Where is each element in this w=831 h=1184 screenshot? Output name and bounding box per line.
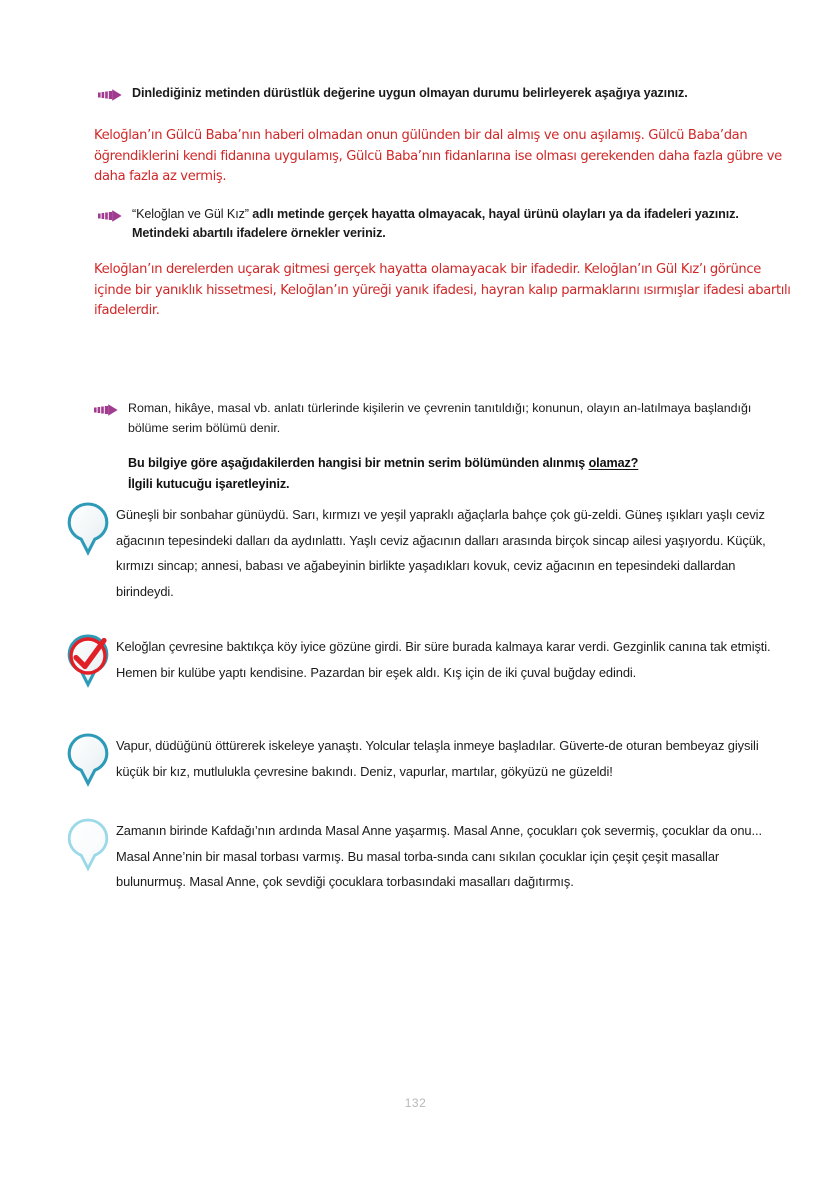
- pin-icon[interactable]: [66, 502, 110, 556]
- option-2-text: Keloğlan çevresine baktıkça köy iyice gözüne girdi. Bir süre burada kalmaya karar verdi. Gezginlik canına tak etmişti. Hemen bir kulübe yaptı kendisine. Pazardan bir eşek aldı. Kış için de iki çuval buğday edindi.: [116, 639, 771, 680]
- question-1-text: Dinlediğiniz metinden dürüstlük değerine uygun olmayan durumu belirleyerek aşağıya yazınız.: [132, 86, 688, 100]
- arrow-bullet-icon: [94, 403, 120, 417]
- option-3-text: Vapur, düdüğünü öttürerek iskeleye yanaştı. Yolcular telaşla inmeye başladılar. Güverte-de oturan bembeyaz giysili küçük bir kız, mutlulukla çevresine bakındı. Deniz, vapurlar, martılar, gökyüzü ne güzeldi!: [116, 738, 759, 779]
- pin-icon[interactable]: [66, 733, 110, 787]
- option-1-text: Güneşli bir sonbahar günüydü. Sarı, kırmızı ve yeşil yapraklı ağaçlarla bahçe çok gü-zeldi. Güneş ışıkları yaşlı ceviz ağacının tepesindeki dalları da aydınlattı. Yaşlı ceviz ağacının dalları arasında birçok sincap ailesi yaşıyordu. Küçük, kırmızı sincap; annesi, babası ve ağabeyinin birlikte yaşadıkları kovuk, ceviz ağacının en tepesindeki dallardan birindeydi.: [116, 507, 766, 599]
- info-prompt-underlined: olamaz?: [588, 456, 639, 470]
- info-prompt: [128, 453, 768, 494]
- question-row-2: [98, 205, 763, 243]
- question-2-text-wrapper: [132, 205, 763, 243]
- option-2[interactable]: [66, 634, 776, 688]
- info-definition-text: Roman, hikâye, masal vb. anlatı türlerinde kişilerin ve çevrenin tanıtıldığı; konunun, olayın an-latılmaya başlandığı bölüme serim bölümü denir.: [128, 401, 752, 435]
- pin-icon-checked[interactable]: [66, 634, 110, 688]
- pin-icon[interactable]: [66, 818, 110, 872]
- info-definition-row: [94, 399, 759, 438]
- question-2-title-quote: “Keloğlan ve Gül Kız”: [132, 207, 253, 221]
- question-2-text: adlı metinde gerçek hayatta olmayacak, hayal ürünü olayları ya da ifadeleri yazınız. Metindeki abartılı ifadelere örnekler veriniz.: [132, 207, 739, 240]
- answer-1-text: Keloğlan’ın Gülcü Baba’nın haberi olmadan onun gülünden bir dal almış ve onu aşılamış. Gülcü Baba’dan öğrendiklerini kendi fidanına uygulamış, Gülcü Baba’nın fidanlarına ise olması gerekenden daha fazla gübre ve daha fazla az vermiş.: [94, 128, 782, 184]
- option-4[interactable]: [66, 818, 776, 895]
- question-row-1: [98, 84, 763, 103]
- option-4-text: Zamanın birinde Kafdağı’nın ardında Masal Anne yaşarmış. Masal Anne, çocukları çok severmiş, çocuklar da onu... Masal Anne’nin bir masal torbası varmış. Bu masal torba-sında canı sıkılan çocuklar için çeşit çeşit masallar bulunurmuş. Masal Anne, çok sevdiği çocuklara torbasındaki masalları dağıtırmış.: [116, 823, 762, 889]
- arrow-bullet-icon: [98, 88, 124, 102]
- option-3[interactable]: [66, 733, 776, 787]
- arrow-bullet-icon: [98, 209, 124, 223]
- answer-2-text: Keloğlan’ın derelerden uçarak gitmesi gerçek hayatta olamayacak bir ifadedir. Keloğlan’ın Gül Kız’ı görünce içinde bir yanıklık hissetmesi, Keloğlan’ın yüreği yanık ifadesi, hayran kalıp parmaklarını ısırmışlar ifadesi abartılı ifadelerdir.: [94, 262, 791, 318]
- option-1[interactable]: [66, 502, 776, 604]
- page-number: 132: [404, 1096, 427, 1110]
- info-prompt-second-line: İlgili kutucuğu işaretleyiniz.: [128, 476, 290, 491]
- info-prompt-lead: Bu bilgiye göre aşağıdakilerden hangisi bir metnin serim bölümünden alınmış: [128, 456, 589, 470]
